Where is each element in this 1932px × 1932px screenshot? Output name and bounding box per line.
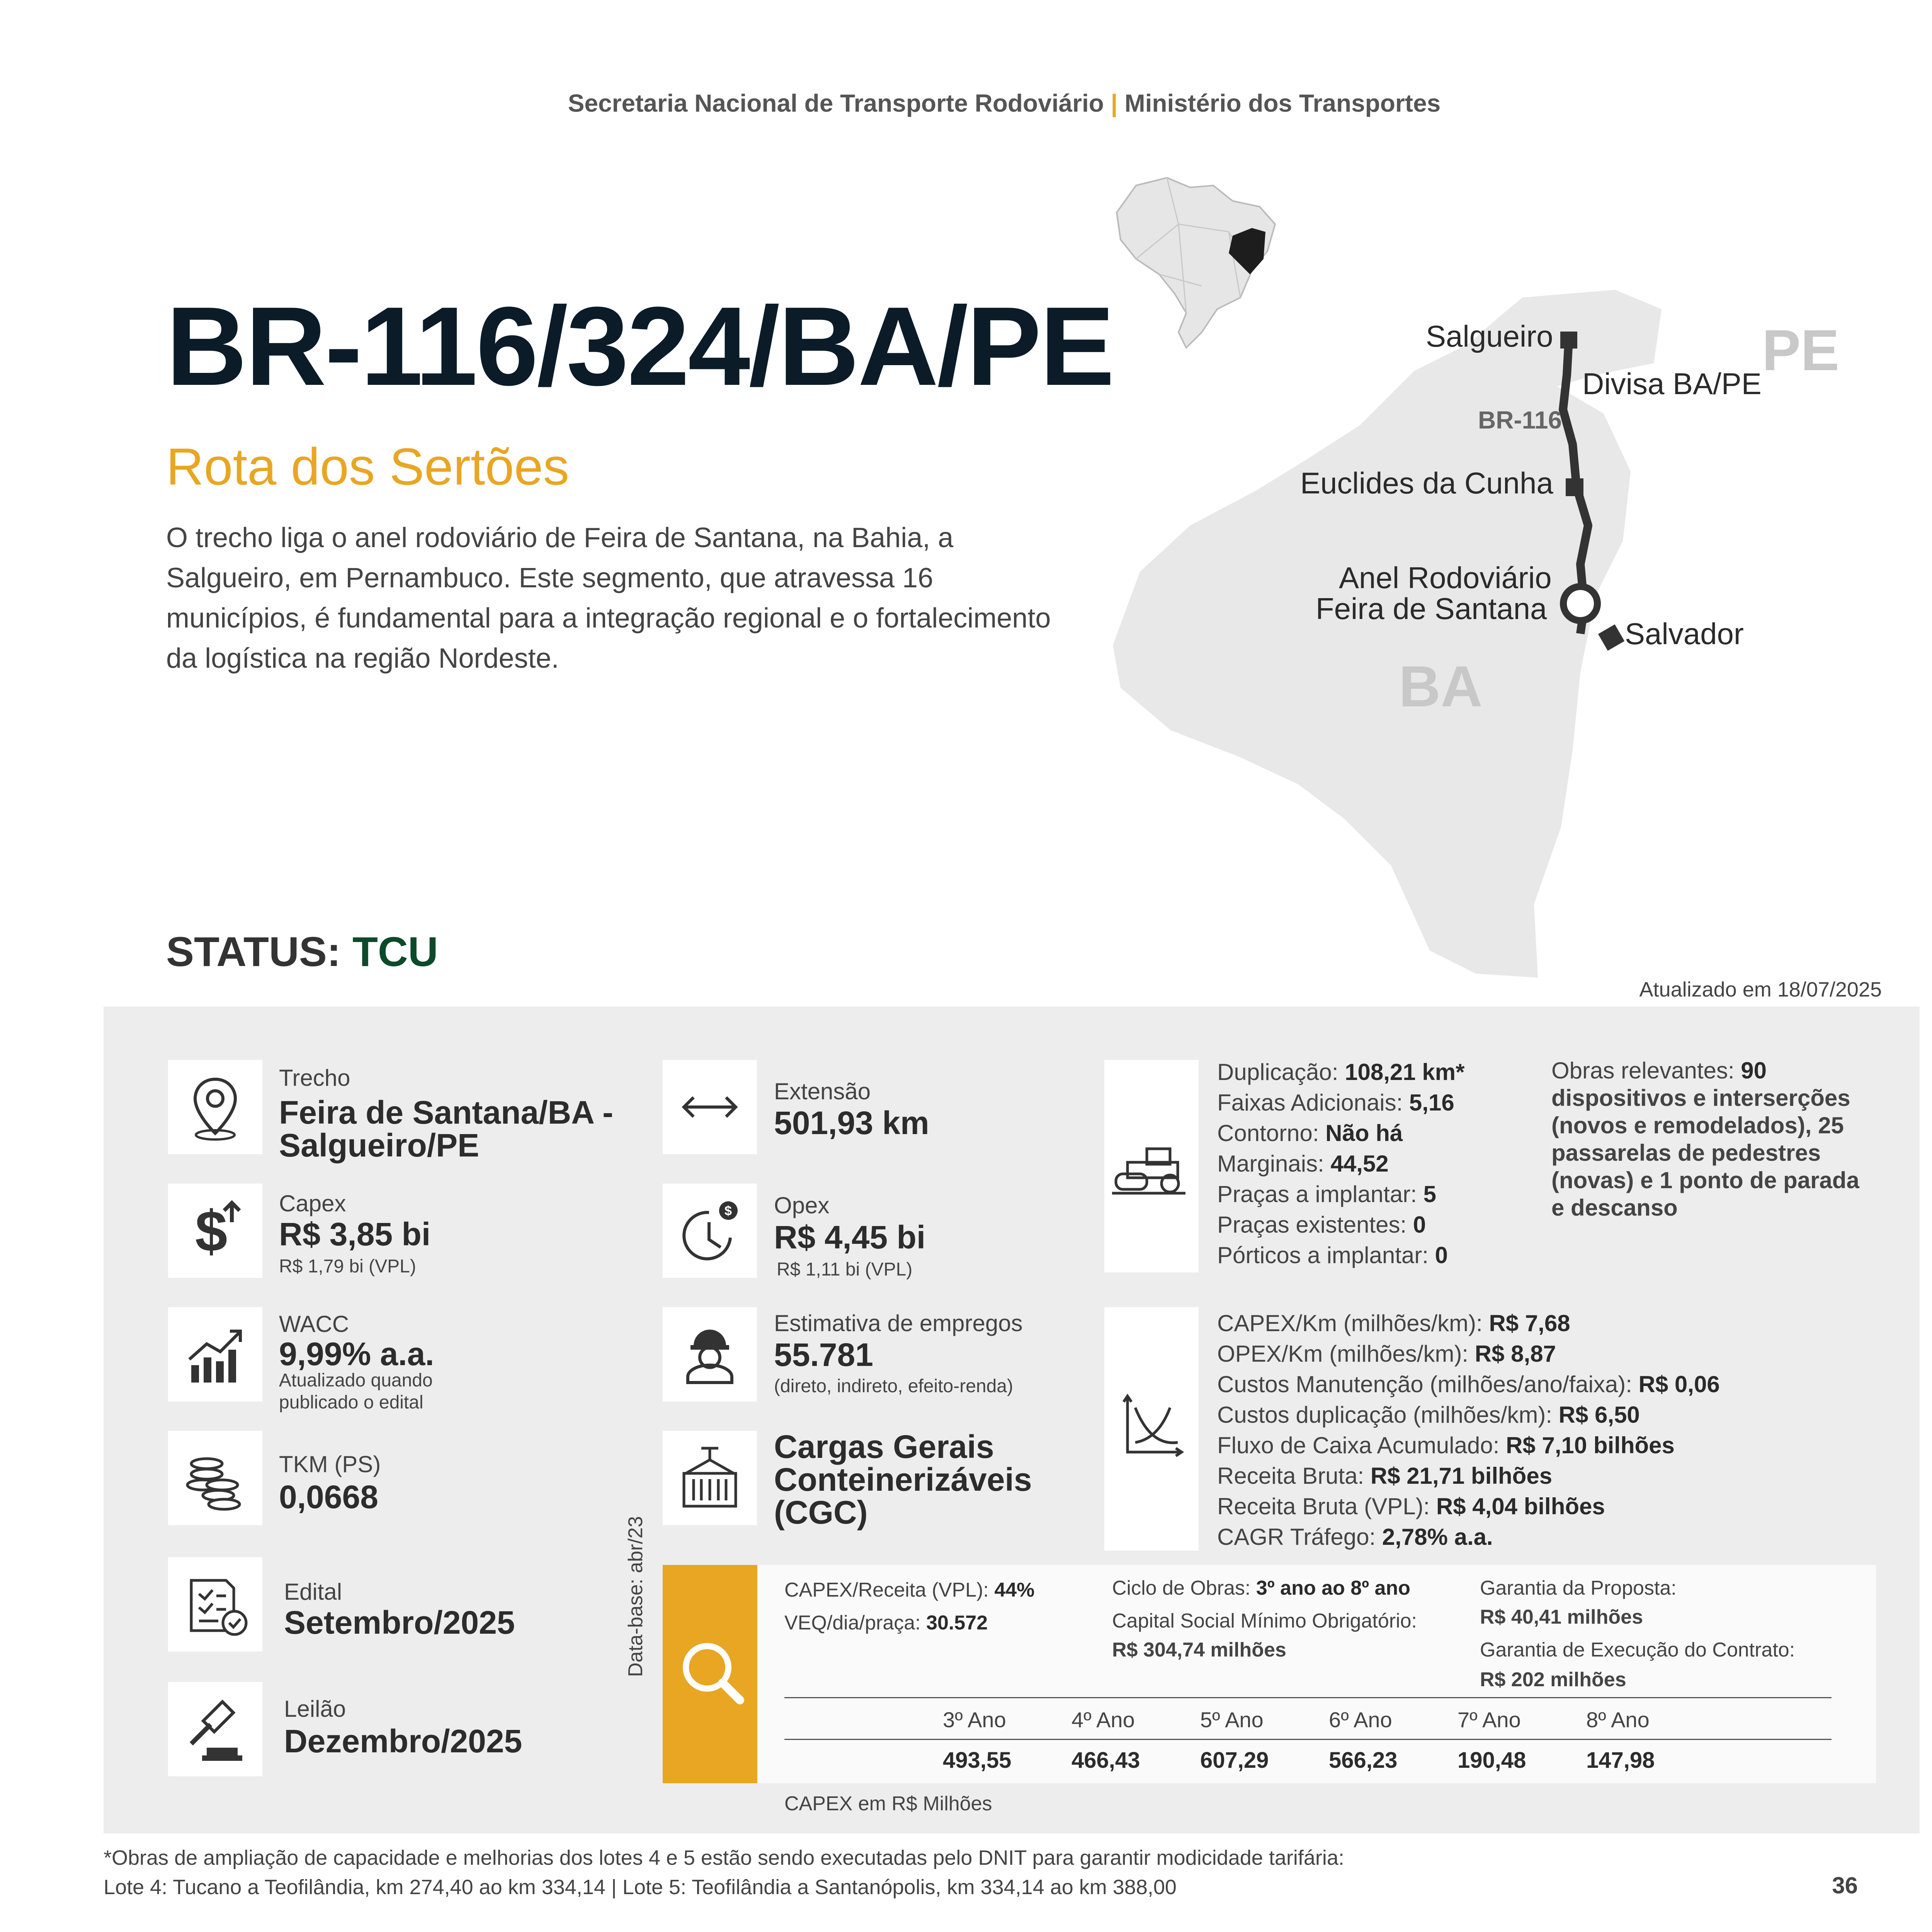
works-item	[1217, 1057, 1464, 1087]
map-label-anel-2: Feira de Santana	[1316, 592, 1547, 626]
wacc-note-line1: Atualizado quando	[279, 1370, 433, 1391]
extensao-value: 501,93 km	[774, 1105, 929, 1141]
financials-list	[1217, 1308, 1720, 1552]
leilao-label: Leilão	[284, 1696, 346, 1722]
map-label-euclides: Euclides da Cunha	[1300, 466, 1553, 500]
magnifier-icon	[663, 1565, 757, 1783]
growth-chart-icon	[168, 1307, 262, 1401]
works-value: 0	[1435, 1242, 1448, 1268]
coins-icon	[168, 1431, 262, 1525]
capex-table-mid-rule	[784, 1739, 1832, 1740]
works-item	[1217, 1087, 1464, 1118]
edital-label: Edital	[284, 1579, 342, 1605]
capex-year-value: 566,23	[1329, 1748, 1398, 1773]
extensao-label: Extensão	[774, 1078, 871, 1104]
financials-item	[1217, 1338, 1720, 1369]
header-secretaria: Secretaria Nacional de Transporte Rodoviário	[568, 89, 1104, 117]
relevant-line-3: passarelas de pedestres	[1551, 1140, 1821, 1166]
works-value: 5,16	[1409, 1090, 1454, 1116]
works-item	[1217, 1240, 1464, 1270]
financials-value: 2,78% a.a.	[1382, 1524, 1493, 1550]
capex-year-value: 147,98	[1586, 1748, 1655, 1773]
status-line	[166, 927, 438, 976]
works-item	[1217, 1209, 1464, 1240]
capex-table-top-rule	[784, 1697, 1832, 1698]
financials-key: Custos Manutenção (milhões/ano/faixa):	[1217, 1371, 1639, 1397]
garantia-execucao-key: Garantia de Execução do Contrato:	[1480, 1639, 1795, 1661]
route-description: O trecho liga o anel rodoviário de Feira de Santana, na Bahia, a Salgueiro, em Pernambuco. Este segmento, que atravessa 16 municípios, é fundamental para a integração regional e o fortalecimento da logística na região Nordeste.	[166, 522, 1051, 674]
leilao-value: Dezembro/2025	[284, 1723, 522, 1759]
works-item	[1217, 1179, 1464, 1209]
double-arrow-icon	[663, 1060, 757, 1154]
dollar-up-icon	[168, 1184, 262, 1278]
financials-key: Fluxo de Caixa Acumulado:	[1217, 1432, 1506, 1458]
financials-value: R$ 4,04 bilhões	[1436, 1493, 1605, 1519]
capex-year-label: 8º Ano	[1586, 1708, 1650, 1732]
svg-text:$: $	[724, 1204, 732, 1218]
header-ministerio: Ministério dos Transportes	[1124, 89, 1441, 117]
page-number: 36	[1832, 1872, 1858, 1898]
works-value: 0	[1413, 1212, 1426, 1238]
capital-key: Capital Social Mínimo Obrigatório:	[1112, 1610, 1417, 1632]
map-label-anel-1: Anel Rodoviário	[1339, 561, 1552, 595]
financials-item	[1217, 1308, 1720, 1338]
works-key: Duplicação:	[1217, 1059, 1345, 1085]
capex-year-label: 5º Ano	[1200, 1708, 1264, 1732]
capex-year-value: 466,43	[1071, 1748, 1140, 1773]
works-key: Pórticos a implantar:	[1217, 1242, 1435, 1268]
anel-rodoviario-marker	[1563, 587, 1597, 621]
capex-receita-value: 44%	[994, 1579, 1035, 1601]
wacc-value: 9,99% a.a.	[279, 1336, 434, 1372]
works-key: Faixas Adicionais:	[1217, 1090, 1409, 1116]
page-header	[0, 89, 1932, 117]
road-roller-icon	[1104, 1060, 1199, 1272]
tkm-label: TKM (PS)	[279, 1451, 381, 1477]
checklist-icon	[168, 1557, 262, 1651]
ciclo-key: Ciclo de Obras:	[1112, 1577, 1256, 1599]
edital-value: Setembro/2025	[284, 1604, 515, 1641]
capex-year-value: 190,48	[1458, 1748, 1526, 1773]
financials-value: R$ 7,10 bilhões	[1506, 1432, 1675, 1458]
wacc-note-line2: publicado o edital	[279, 1392, 423, 1413]
works-value: Não há	[1325, 1120, 1403, 1146]
footnote	[104, 1843, 1344, 1902]
capital-value: R$ 304,74 milhões	[1112, 1639, 1286, 1661]
works-item	[1217, 1148, 1464, 1179]
financials-item	[1217, 1400, 1720, 1430]
veq-value: 30.572	[926, 1612, 988, 1634]
trecho-value-line1: Feira de Santana/BA -	[279, 1094, 614, 1131]
salgueiro-marker	[1560, 332, 1577, 349]
cargas-value-line3: (CGC)	[774, 1494, 868, 1531]
financials-item	[1217, 1461, 1720, 1491]
works-key: Praças existentes:	[1217, 1212, 1413, 1238]
financials-icon-box	[1104, 1307, 1199, 1551]
works-relevant	[1551, 1057, 1880, 1221]
relevant-line-2: (novos e remodelados), 25	[1551, 1112, 1844, 1138]
map-label-salgueiro: Salgueiro	[1426, 319, 1553, 353]
footnote-line2: Lote 4: Tucano a Teofilândia, km 274,40 ao km 334,14 | Lote 5: Teofilândia a Santanópolis, km 334,14 ao km 388,00	[104, 1876, 1177, 1899]
works-value: 5	[1423, 1181, 1436, 1207]
wacc-label: WACC	[279, 1311, 349, 1337]
relevant-label: Obras relevantes:	[1551, 1058, 1741, 1083]
capex-vpl: R$ 1,79 bi (VPL)	[279, 1256, 416, 1277]
map-label-salvador: Salvador	[1625, 617, 1744, 651]
financials-key: OPEX/Km (milhões/km):	[1217, 1341, 1475, 1367]
capex-year-label: 7º Ano	[1458, 1708, 1521, 1732]
salvador-marker	[1598, 624, 1624, 651]
works-icon-box	[1104, 1060, 1199, 1272]
trecho-value-line2: Salgueiro/PE	[279, 1127, 480, 1163]
financials-item	[1217, 1491, 1720, 1522]
financials-value: R$ 0,06	[1638, 1371, 1720, 1397]
calc-tab	[663, 1565, 757, 1783]
ciclo-value: 3º ano ao 8º ano	[1256, 1577, 1411, 1599]
capex-label: Capex	[279, 1190, 346, 1216]
map-label-br116: BR-116	[1478, 406, 1562, 434]
cargas-value-line2: Conteinerizáveis	[774, 1461, 1032, 1498]
relevant-line-1: dispositivos e interserções	[1551, 1085, 1850, 1111]
capex-year-label: 4º Ano	[1071, 1708, 1135, 1732]
financials-key: CAGR Tráfego:	[1217, 1524, 1382, 1550]
capex-value: R$ 3,85 bi	[279, 1216, 431, 1252]
financials-item	[1217, 1522, 1720, 1552]
ba-state-shape	[1113, 363, 1631, 978]
footnote-line1: *Obras de ampliação de capacidade e melhorias dos lotes 4 e 5 estão sendo executadas pelo DNIT para garantir modicidade tarifária:	[104, 1846, 1344, 1869]
works-list	[1217, 1057, 1464, 1270]
capex-year-value: 493,55	[943, 1748, 1012, 1773]
financials-key: Custos duplicação (milhões/km):	[1217, 1402, 1559, 1428]
container-icon	[663, 1431, 757, 1525]
gavel-icon	[168, 1682, 262, 1776]
empregos-note: (direto, indireto, efeito-renda)	[774, 1376, 1013, 1396]
status-value: TCU	[352, 928, 438, 975]
capex-receita-key: CAPEX/Receita (VPL):	[784, 1579, 995, 1601]
map-label-pe: PE	[1762, 318, 1840, 383]
financials-key: Receita Bruta:	[1217, 1463, 1371, 1489]
opex-label: Opex	[774, 1192, 830, 1218]
works-item	[1217, 1118, 1464, 1148]
works-key: Marginais:	[1217, 1151, 1331, 1177]
veq-key: VEQ/dia/praça:	[784, 1612, 927, 1634]
page-title: BR-116/324/BA/PE	[166, 284, 1113, 409]
relevant-line-5: e descanso	[1551, 1195, 1678, 1221]
opex-value: R$ 4,45 bi	[774, 1219, 926, 1255]
garantia-proposta-key: Garantia da Proposta:	[1480, 1577, 1677, 1599]
garantia-proposta-value: R$ 40,41 milhões	[1480, 1606, 1643, 1628]
empregos-label: Estimativa de empregos	[774, 1310, 1023, 1336]
capex-year-value: 607,29	[1200, 1748, 1269, 1773]
financials-item	[1217, 1369, 1720, 1400]
financials-value: R$ 8,87	[1475, 1341, 1556, 1367]
empregos-value: 55.781	[774, 1337, 873, 1373]
cost-curve-icon	[1104, 1307, 1199, 1551]
financials-value: R$ 7,68	[1489, 1310, 1570, 1336]
works-value: 108,21 km*	[1345, 1059, 1465, 1085]
financials-key: CAPEX/Km (milhões/km):	[1217, 1310, 1489, 1336]
euclides-marker	[1566, 478, 1583, 496]
relevant-line-0: 90	[1741, 1058, 1767, 1083]
garantia-execucao-value: R$ 202 milhões	[1480, 1668, 1626, 1691]
worker-icon	[663, 1307, 757, 1401]
capex-caption: CAPEX em R$ Milhões	[784, 1793, 992, 1815]
cargas-value-line1: Cargas Gerais	[774, 1429, 994, 1465]
capex-year-label: 6º Ano	[1329, 1708, 1392, 1732]
opex-vpl: R$ 1,11 bi (VPL)	[777, 1259, 913, 1280]
works-key: Contorno:	[1217, 1120, 1326, 1146]
header-separator: |	[1111, 89, 1118, 117]
works-value: 44,52	[1330, 1151, 1389, 1177]
map-label-divisa: Divisa BA/PE	[1582, 367, 1762, 401]
location-pin-icon	[168, 1060, 262, 1154]
data-base-label: Data-base: abr/23	[624, 1516, 647, 1677]
works-key: Praças a implantar:	[1217, 1181, 1423, 1207]
financials-value: R$ 21,71 bilhões	[1370, 1463, 1553, 1489]
financials-value: R$ 6,50	[1558, 1402, 1640, 1428]
clock-dollar-icon	[663, 1184, 757, 1278]
trecho-label: Trecho	[279, 1065, 350, 1091]
financials-key: Receita Bruta (VPL):	[1217, 1493, 1436, 1519]
page-subtitle: Rota dos Sertões	[166, 437, 570, 496]
svg-text:$: $	[195, 1199, 228, 1264]
updated-date: Atualizado em 18/07/2025	[1639, 978, 1882, 1001]
financials-item	[1217, 1430, 1720, 1461]
tkm-value: 0,0668	[279, 1479, 378, 1515]
capex-year-label: 3º Ano	[943, 1708, 1006, 1732]
status-label: STATUS:	[166, 928, 341, 975]
map-label-ba: BA	[1399, 654, 1483, 719]
relevant-line-4: (novas) e 1 ponto de parada	[1551, 1167, 1859, 1193]
